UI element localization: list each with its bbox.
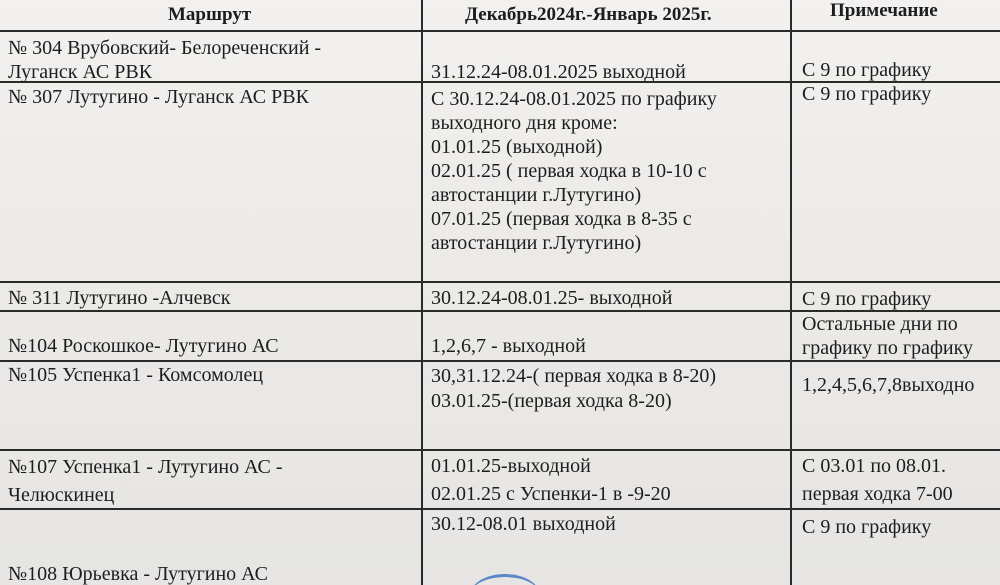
period-line: 1,2,6,7 - выходной bbox=[431, 335, 586, 357]
route-cell-311 bbox=[8, 286, 418, 310]
note-line: С 9 по графику bbox=[802, 59, 932, 81]
row-divider bbox=[0, 281, 1000, 283]
route-line: № 307 Лутугино - Луганск АС РВК bbox=[8, 86, 309, 108]
period-cell-107 bbox=[431, 452, 786, 508]
period-line: 30.12-08.01 выходной bbox=[431, 513, 616, 535]
period-line: 02.01.25 ( первая ходка в 10-10 с bbox=[431, 160, 707, 182]
period-cell-105 bbox=[431, 364, 786, 414]
route-line: №104 Роскошкое- Лутугино АС bbox=[8, 335, 279, 357]
route-line: Луганск АС РВК bbox=[8, 61, 153, 83]
route-line: Челюскинец bbox=[8, 484, 115, 506]
route-cell-108 bbox=[8, 562, 418, 585]
period-line: 01.01.25-выходной bbox=[431, 455, 591, 477]
period-cell-307 bbox=[431, 87, 786, 255]
route-cell-307 bbox=[8, 85, 418, 109]
period-line: 30.12.24-08.01.25- выходной bbox=[431, 287, 673, 309]
note-cell-304 bbox=[802, 58, 998, 82]
note-cell-311 bbox=[802, 287, 998, 311]
period-line: 30,31.12.24-( первая ходка в 8-20) bbox=[431, 365, 717, 387]
period-line: 03.01.25-(первая ходка 8-20) bbox=[431, 390, 672, 412]
note-cell-107 bbox=[802, 452, 998, 508]
note-line: Остальные дни по bbox=[802, 313, 958, 335]
period-line: выходного дня кроме: bbox=[431, 112, 618, 134]
period-line: С 30.12.24-08.01.2025 по графику bbox=[431, 88, 717, 110]
note-line: С 9 по графику bbox=[802, 516, 932, 538]
period-line: 31.12.24-08.01.2025 выходной bbox=[431, 61, 686, 83]
period-cell-104 bbox=[431, 334, 786, 358]
period-line: автостанции г.Лутугино) bbox=[431, 232, 642, 254]
note-line: С 03.01 по 08.01. bbox=[802, 455, 947, 477]
note-cell-104 bbox=[802, 312, 998, 360]
route-cell-107 bbox=[8, 453, 418, 509]
row-divider bbox=[0, 30, 1000, 32]
route-cell-104 bbox=[8, 334, 418, 358]
period-line: автостанции г.Лутугино) bbox=[431, 184, 642, 206]
route-line: № 311 Лутугино -Алчевск bbox=[8, 287, 231, 309]
column-divider-2 bbox=[790, 0, 792, 585]
note-cell-105 bbox=[802, 373, 998, 397]
period-cell-311 bbox=[431, 286, 786, 310]
route-line: №105 Успенка1 - Комсомолец bbox=[8, 364, 264, 386]
note-line: графику по графику bbox=[802, 337, 974, 359]
row-divider bbox=[0, 449, 1000, 451]
header-note: Примечание bbox=[830, 0, 938, 21]
header-route: Маршрут bbox=[168, 4, 252, 25]
note-cell-307 bbox=[802, 82, 998, 106]
period-line: 02.01.25 с Успенки-1 в -9-20 bbox=[431, 483, 671, 505]
route-cell-105 bbox=[8, 363, 418, 387]
column-divider-1 bbox=[421, 0, 423, 585]
route-line: №107 Успенка1 - Лутугино АС - bbox=[8, 456, 283, 478]
route-cell-304 bbox=[8, 36, 418, 84]
route-line: № 304 Врубовский- Белореченский - bbox=[8, 37, 322, 59]
note-line: 1,2,4,5,6,7,8выходно bbox=[802, 374, 975, 396]
route-line: №108 Юрьевка - Лутугино АС bbox=[8, 563, 268, 585]
row-divider bbox=[0, 360, 1000, 362]
note-line: С 9 по графику bbox=[802, 288, 932, 310]
note-line: С 9 по графику bbox=[802, 83, 932, 105]
stamp-mark bbox=[470, 574, 540, 585]
period-line: 07.01.25 (первая ходка в 8-35 с bbox=[431, 208, 692, 230]
period-cell-304 bbox=[431, 60, 786, 84]
header-period: Декабрь2024г.-Январь 2025г. bbox=[465, 4, 712, 25]
note-cell-108 bbox=[802, 515, 998, 539]
period-line: 01.01.25 (выходной) bbox=[431, 136, 603, 158]
period-cell-108 bbox=[431, 512, 786, 536]
note-line: первая ходка 7-00 bbox=[802, 483, 953, 505]
